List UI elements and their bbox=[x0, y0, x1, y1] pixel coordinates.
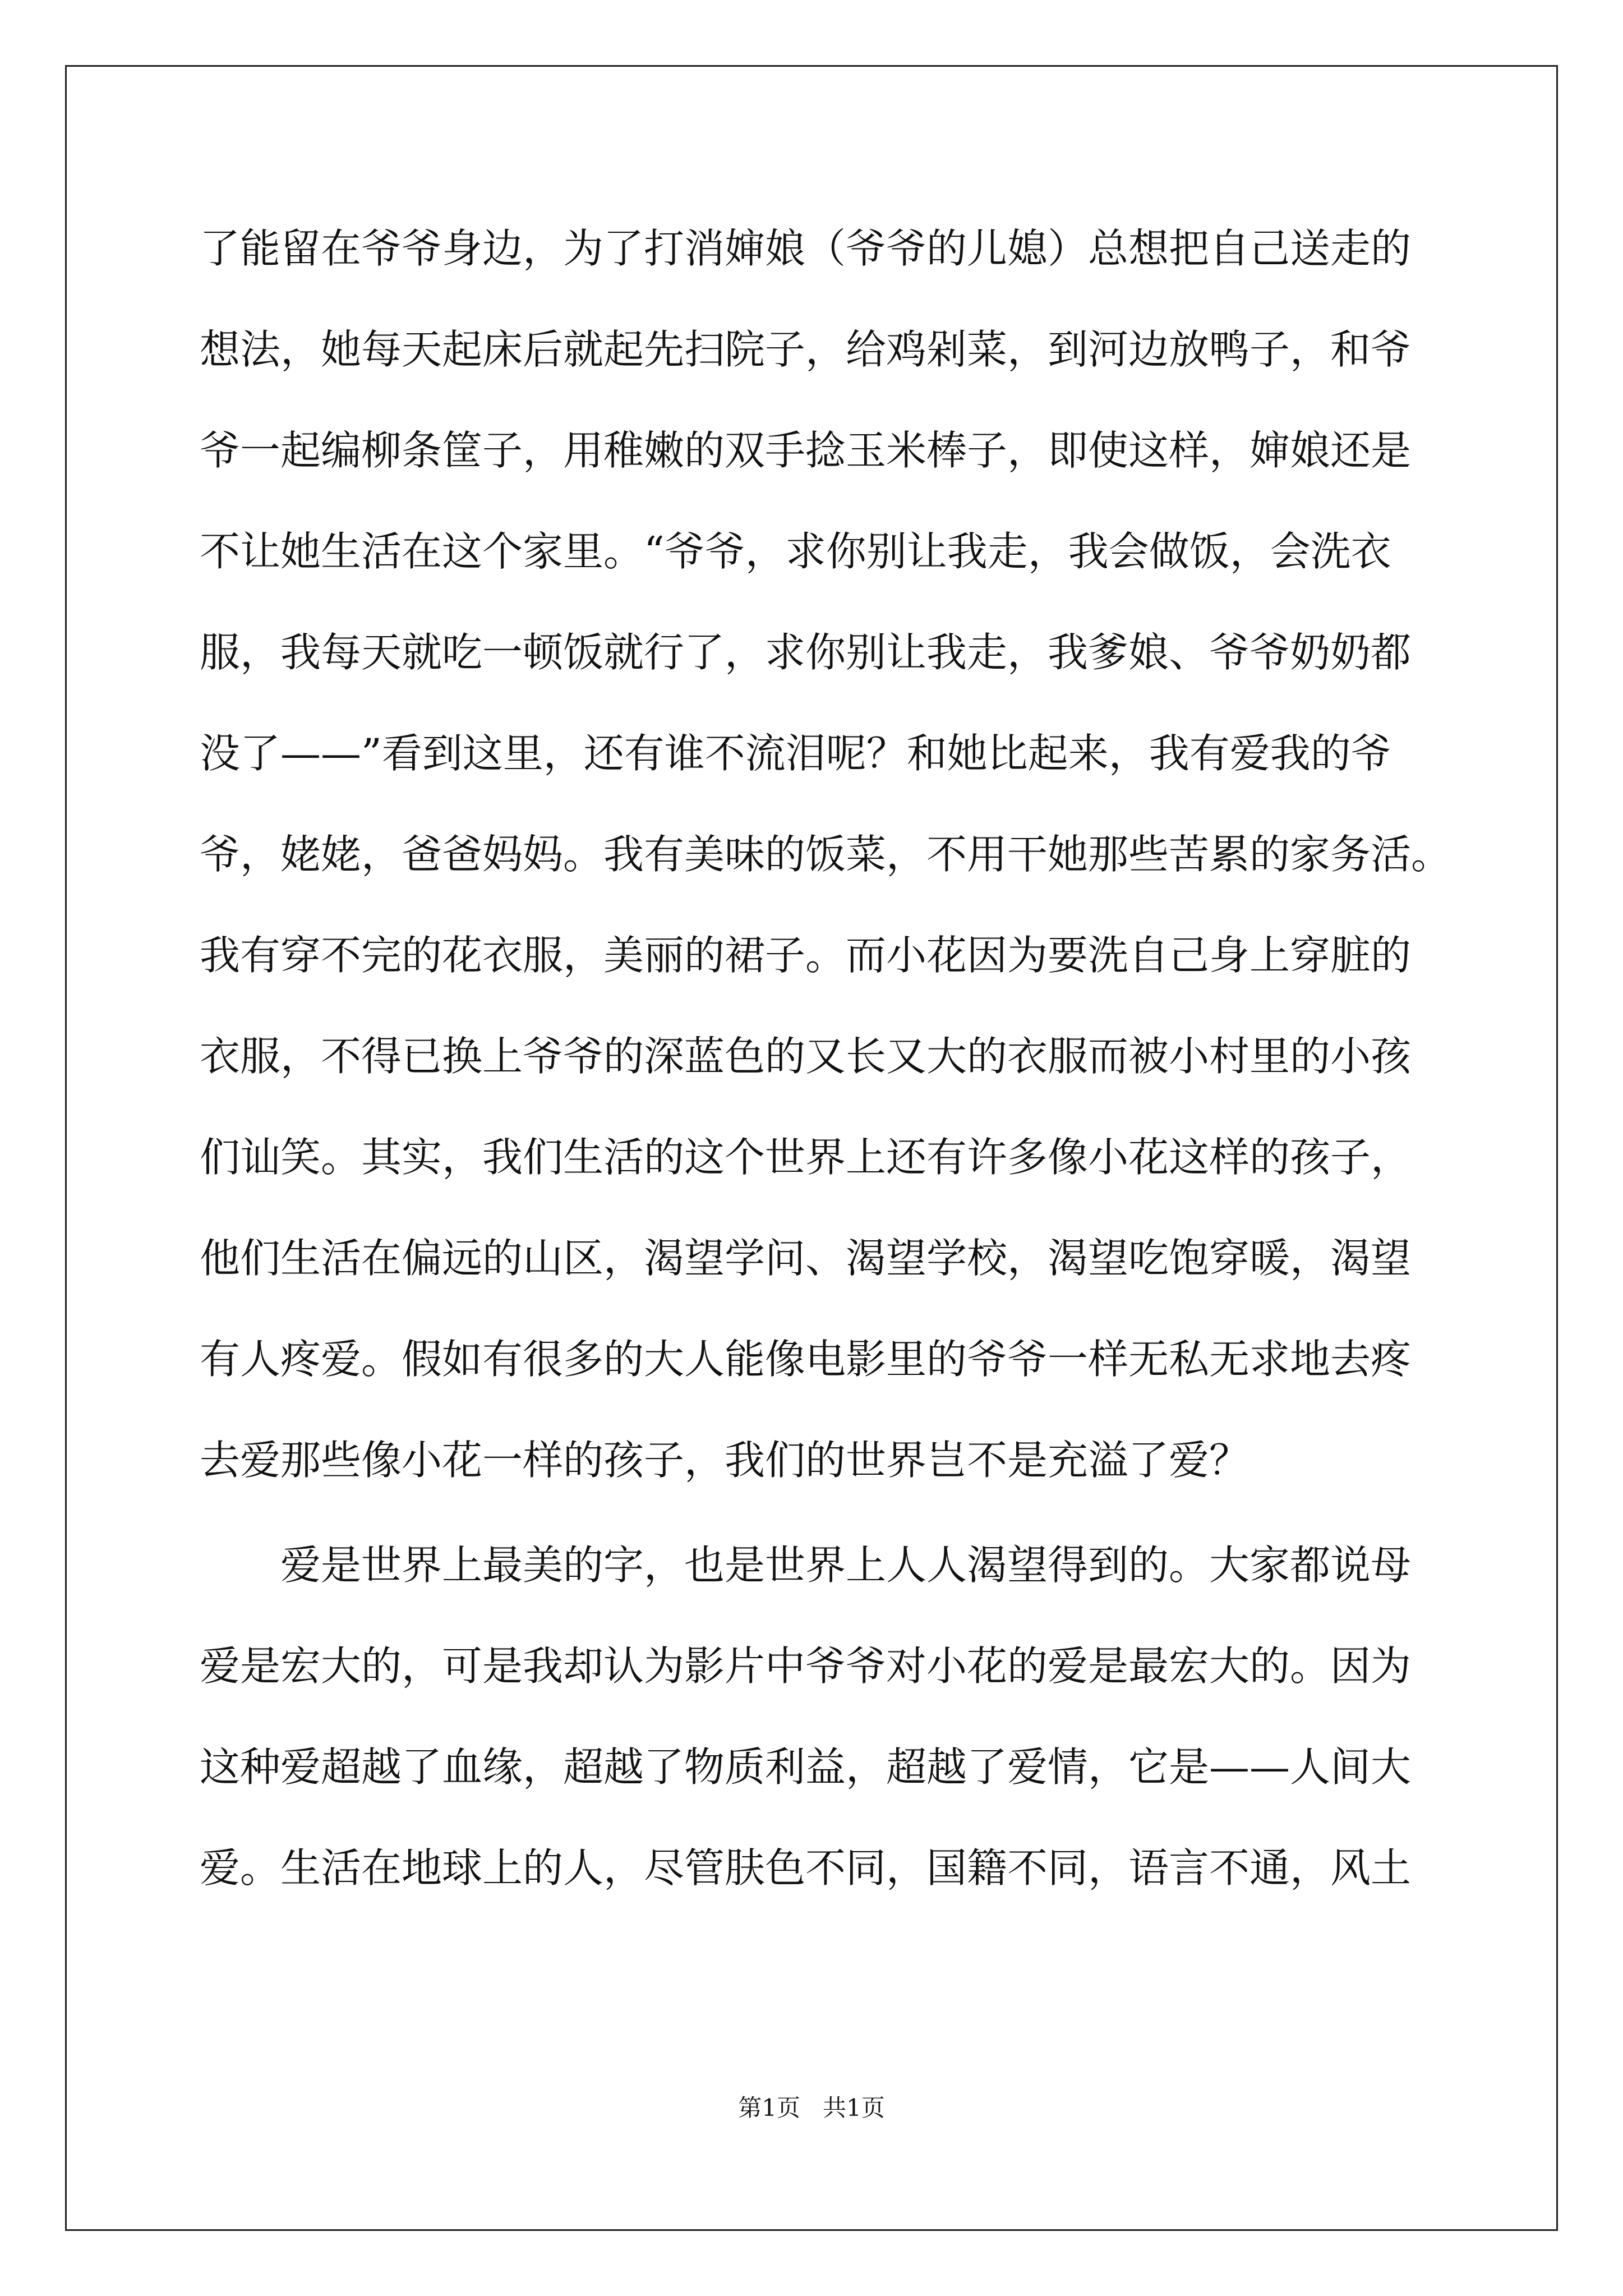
text-line: 衣服，不得已换上爷爷的深蓝色的又长又大的衣服而被小村里的小孩 bbox=[200, 1033, 1412, 1080]
text-line: 有人疼爱。假如有很多的大人能像电影里的爷爷一样无私无求地去疼 bbox=[200, 1336, 1412, 1383]
text-line: 他们生活在偏远的山区，渴望学问、渴望学校，渴望吃饱穿暖，渴望 bbox=[200, 1235, 1412, 1282]
current-page-number: 第1页 bbox=[738, 2094, 800, 2122]
text-line: 去爱那些像小花一样的孩子，我们的世界岂不是充溢了爱？ bbox=[200, 1437, 1250, 1484]
text-line: 我有穿不完的花衣服，美丽的裙子。而小花因为要洗自己身上穿脏的 bbox=[200, 932, 1412, 979]
text-line: 爱是宏大的，可是我却认为影片中爷爷对小花的爱是最宏大的。因为 bbox=[200, 1642, 1412, 1690]
text-line: 们讪笑。其实，我们生活的这个世界上还有许多像小花这样的孩子， bbox=[200, 1134, 1412, 1181]
paragraph-first-line: 爱是世界上最美的字，也是世界上人人渴望得到的。大家都说母 bbox=[280, 1542, 1412, 1589]
text-line: 不让她生活在这个家里。“爷爷，求你别让我走，我会做饭，会洗衣 bbox=[200, 528, 1391, 575]
text-line: 爷一起编柳条筐子，用稚嫩的双手捻玉米棒子，即使这样，婶娘还是 bbox=[200, 427, 1412, 474]
text-line: 爱。生活在地球上的人，尽管肤色不同，国籍不同，语言不通，风土 bbox=[200, 1844, 1412, 1892]
total-page-count: 共1页 bbox=[823, 2094, 885, 2122]
text-line: 了能留在爷爷身边，为了打消婶娘（爷爷的儿媳）总想把自己送走的 bbox=[200, 225, 1412, 272]
text-line: 这种爱超越了血缘，超越了物质利益，超越了爱情，它是——人间大 bbox=[200, 1743, 1412, 1791]
page-footer bbox=[0, 2091, 1623, 2125]
text-line: 服，我每天就吃一顿饭就行了，求你别让我走，我爹娘、爷爷奶奶都 bbox=[200, 629, 1412, 676]
text-line: 爷，姥姥，爸爸妈妈。我有美味的饭菜，不用干她那些苦累的家务活。 bbox=[200, 831, 1452, 878]
text-line: 没了——”看到这里，还有谁不流泪呢？和她比起来，我有爱我的爷 bbox=[200, 730, 1391, 777]
text-line: 想法，她每天起床后就起先扫院子，给鸡剁菜，到河边放鸭子，和爷 bbox=[200, 326, 1412, 373]
